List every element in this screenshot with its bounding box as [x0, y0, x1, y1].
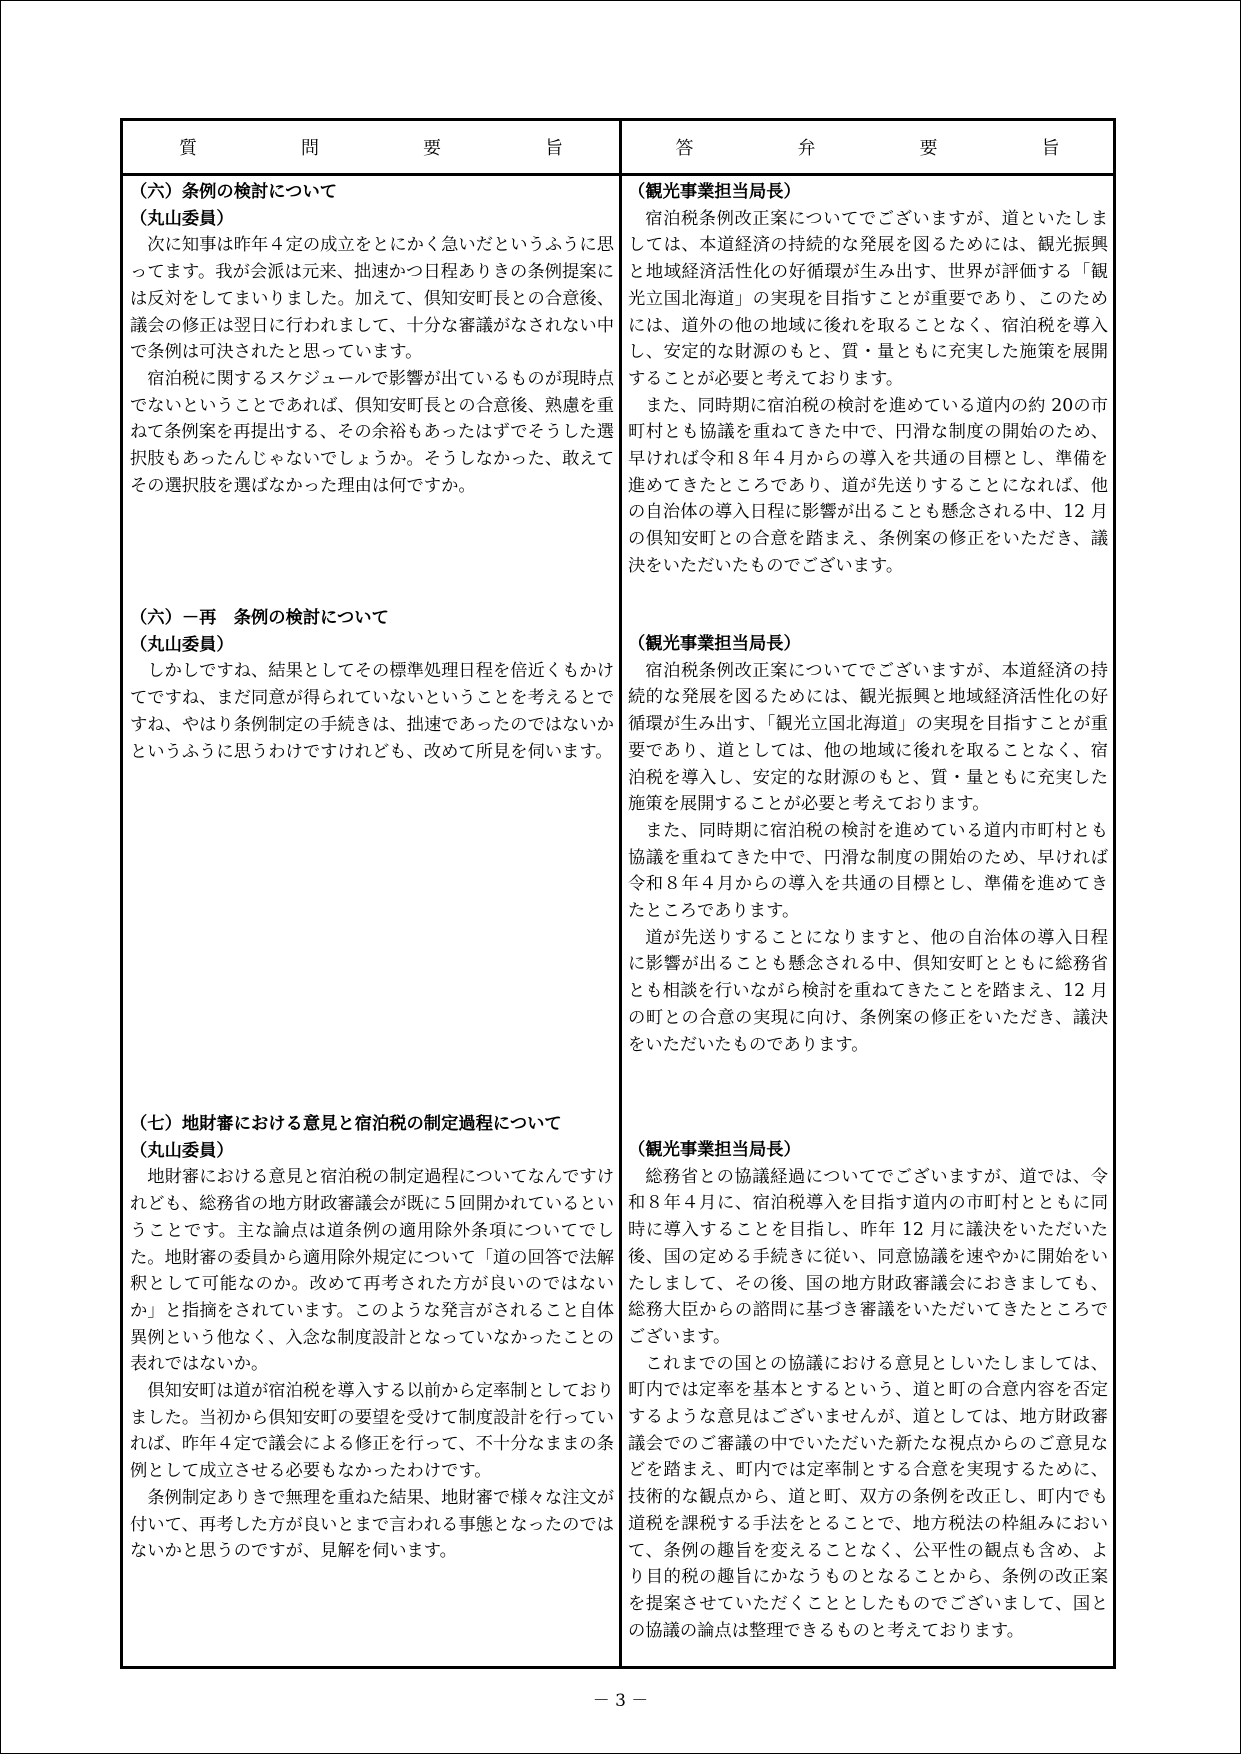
header-char: 問 [301, 138, 319, 159]
qa-table [120, 118, 1116, 1669]
header-char: 要 [919, 138, 938, 159]
answer-paragraph: 宿泊税条例改正案についてでございますが、本道経済の持続的な発展を図るためには、観光振興と地域経済活性化の好循環が生み出す、「観光立国北海道」の実現を目指すことが重要であり、道としては、他の地域に後れを取ることなく、宿泊税を導入し、安定的な財源のもと、質・量ともに充実した施策を展開することが必要と考えております。 [628, 660, 1108, 815]
header-char: 旨 [1041, 138, 1060, 159]
answer-section-3 [628, 1137, 1108, 1644]
question-title: （七）地財審における意見と宿泊税の制定過程について [130, 1114, 562, 1134]
answer-paragraph: 総務省との協議経過についてでございますが、道では、令和８年４月に、宿泊税導入を目指す道内の市町村とともに同時に導入することを目指し、昨年 12 月に議決をいただいた後、国の定める手続きに従い、同意協議を速やかに開始をいたしまして、その後、国の地方財政審議会におきましても、総務大臣からの諮問に基づき審議をいただいてきたところでございます。 [628, 1166, 1108, 1347]
answer-section-1 [628, 179, 1108, 580]
question-speaker: （丸山委員） [130, 634, 234, 655]
answer-paragraph: これまでの国との協議における意見としいたしましては、町内では定率を基本とするという、道と町の合意内容を否定するような意見はございませんが、道としては、地方財政審議会でのご審議の中でいただいた新たな視点からのご意見などを踏まえ、町内では定率制とする合意を実現するために、技術的な観点から、道と町、双方の条例を改正し、町内でも道税を課税する手法をとることで、地方税法の枠組みにおいて、条例の趣旨を変えることなく、公平性の観点も含め、より目的税の趣旨にかなうものとなることから、条例の改正案を提案させていただくこととしたものでございまして、国との協議の論点は整理できるものと考えております。 [628, 1353, 1108, 1641]
question-title: （六）条例の検討について [130, 182, 338, 202]
question-speaker: （丸山委員） [130, 1140, 234, 1161]
question-header [123, 121, 619, 173]
header-char: 答 [675, 138, 694, 159]
answer-paragraph: また、同時期に宿泊税の検討を進めている道内の約 20の市町村とも協議を重ねてきた中で、円滑な制度の開始のため、早ければ令和８年４月からの導入を共通の目標とし、準備を進めてきたところであり、道が先送りすることになれば、他の自治体の導入日程に影響が出ることも懸念される中、12 月の倶知安町との合意を踏まえ、条例案の修正をいただき、議決をいただいたものでございます。 [628, 395, 1108, 576]
question-paragraph: 次に知事は昨年４定の成立をとにかく急いだというふうに思ってます。我が会派は元来、拙速かつ日程ありきの条例提案には反対をしてまいりました。加えて、倶知安町長との合意後、議会の修正は翌日に行われまして、十分な審議がなされない中で条例は可決されたと思っています。 [130, 235, 614, 363]
question-paragraph: しかしですね、結果としてその標準処理日程を倍近くもかけてですね、まだ同意が得られていないということを考えるとですね、やはり条例制定の手続きは、拙速であったのではないかというふうに思うわけですけれども、改めて所見を伺います。 [130, 661, 614, 762]
question-speaker: （丸山委員） [130, 208, 234, 229]
question-section-3 [130, 1111, 614, 1565]
answer-section-2 [628, 631, 1108, 1058]
answer-speaker: （観光事業担当局長） [628, 1140, 801, 1160]
question-paragraph: 倶知安町は道が宿泊税を導入する以前から定率制としておりました。当初から倶知安町の要望を受けて制度設計を行っていれば、昨年４定で議会による修正を行って、不十分なままの条例として成立させる必要もなかったわけです。 [130, 1381, 614, 1482]
question-paragraph: 条例制定ありきで無理を重ねた結果、地財審で様々な注文が付いて、再考した方が良いとまで言われる事態となったのではないかと思うのですが、見解を伺います。 [130, 1487, 614, 1562]
page-number: － 3 － [592, 1691, 649, 1711]
question-title: （六）－再 条例の検討について [130, 608, 389, 628]
answer-speaker: （観光事業担当局長） [628, 634, 801, 654]
header-char: 要 [423, 138, 441, 159]
header-row [123, 121, 1113, 176]
answer-paragraph: 宿泊税条例改正案についてでございますが、道といたしましては、本道経済の持続的な発展を図るためには、観光振興と地域経済活性化の好循環が生み出す、世界が評価する「観光立国北海道」の実現を目指すことが重要であり、このためには、道外の他の地域に後れを取ることなく、宿泊税を導入し、安定的な財源のもと、質・量ともに充実した施策を展開することが必要と考えております。 [628, 208, 1108, 389]
answer-paragraph: また、同時期に宿泊税の検討を進めている道内市町村とも協議を重ねてきた中で、円滑な制度の開始のため、早ければ令和８年４月からの導入を共通の目標とし、準備を進めてきたところであります。 [628, 820, 1108, 922]
header-char: 弁 [797, 138, 816, 159]
answer-paragraph: 道が先送りすることになりますと、他の自治体の導入日程に影響が出ることも懸念される中、倶知安町とともに総務省とも相談を行いながら検討を重ねてきたことを踏まえ、12 月の町との合意の実現に向け、条例案の修正をいただき、議決をいただいたものであります。 [628, 927, 1108, 1055]
question-paragraph: 宿泊税に関するスケジュールで影響が出ているものが現時点でないということであれば、倶知安町長との合意後、熟慮を重ねて条例案を再提出する、その余裕もあったはずでそうした選択肢もあったんじゃないでしょうか。そうしなかった、敢えてその選択肢を選ばなかった理由は何ですか。 [130, 368, 614, 496]
question-paragraph: 地財審における意見と宿泊税の制定過程についてなんですけれども、総務省の地方財政審議会が既に５回開かれているということです。主な論点は道条例の適用除外条項についてでした。地財審の委員から適用除外規定について「道の回答で法解釈として可能なのか。改めて再考された方が良いのではないか」と指摘をされています。このような発言がされること自体異例という他なく、入念な制度設計となっていなかったことの表れではないか。 [130, 1167, 614, 1375]
header-char: 旨 [545, 138, 563, 159]
question-section-1 [130, 179, 614, 499]
header-char: 質 [179, 138, 197, 159]
answer-speaker: （観光事業担当局長） [628, 182, 801, 202]
question-section-2 [130, 605, 614, 765]
answer-header [622, 121, 1113, 173]
column-divider [619, 121, 622, 1666]
